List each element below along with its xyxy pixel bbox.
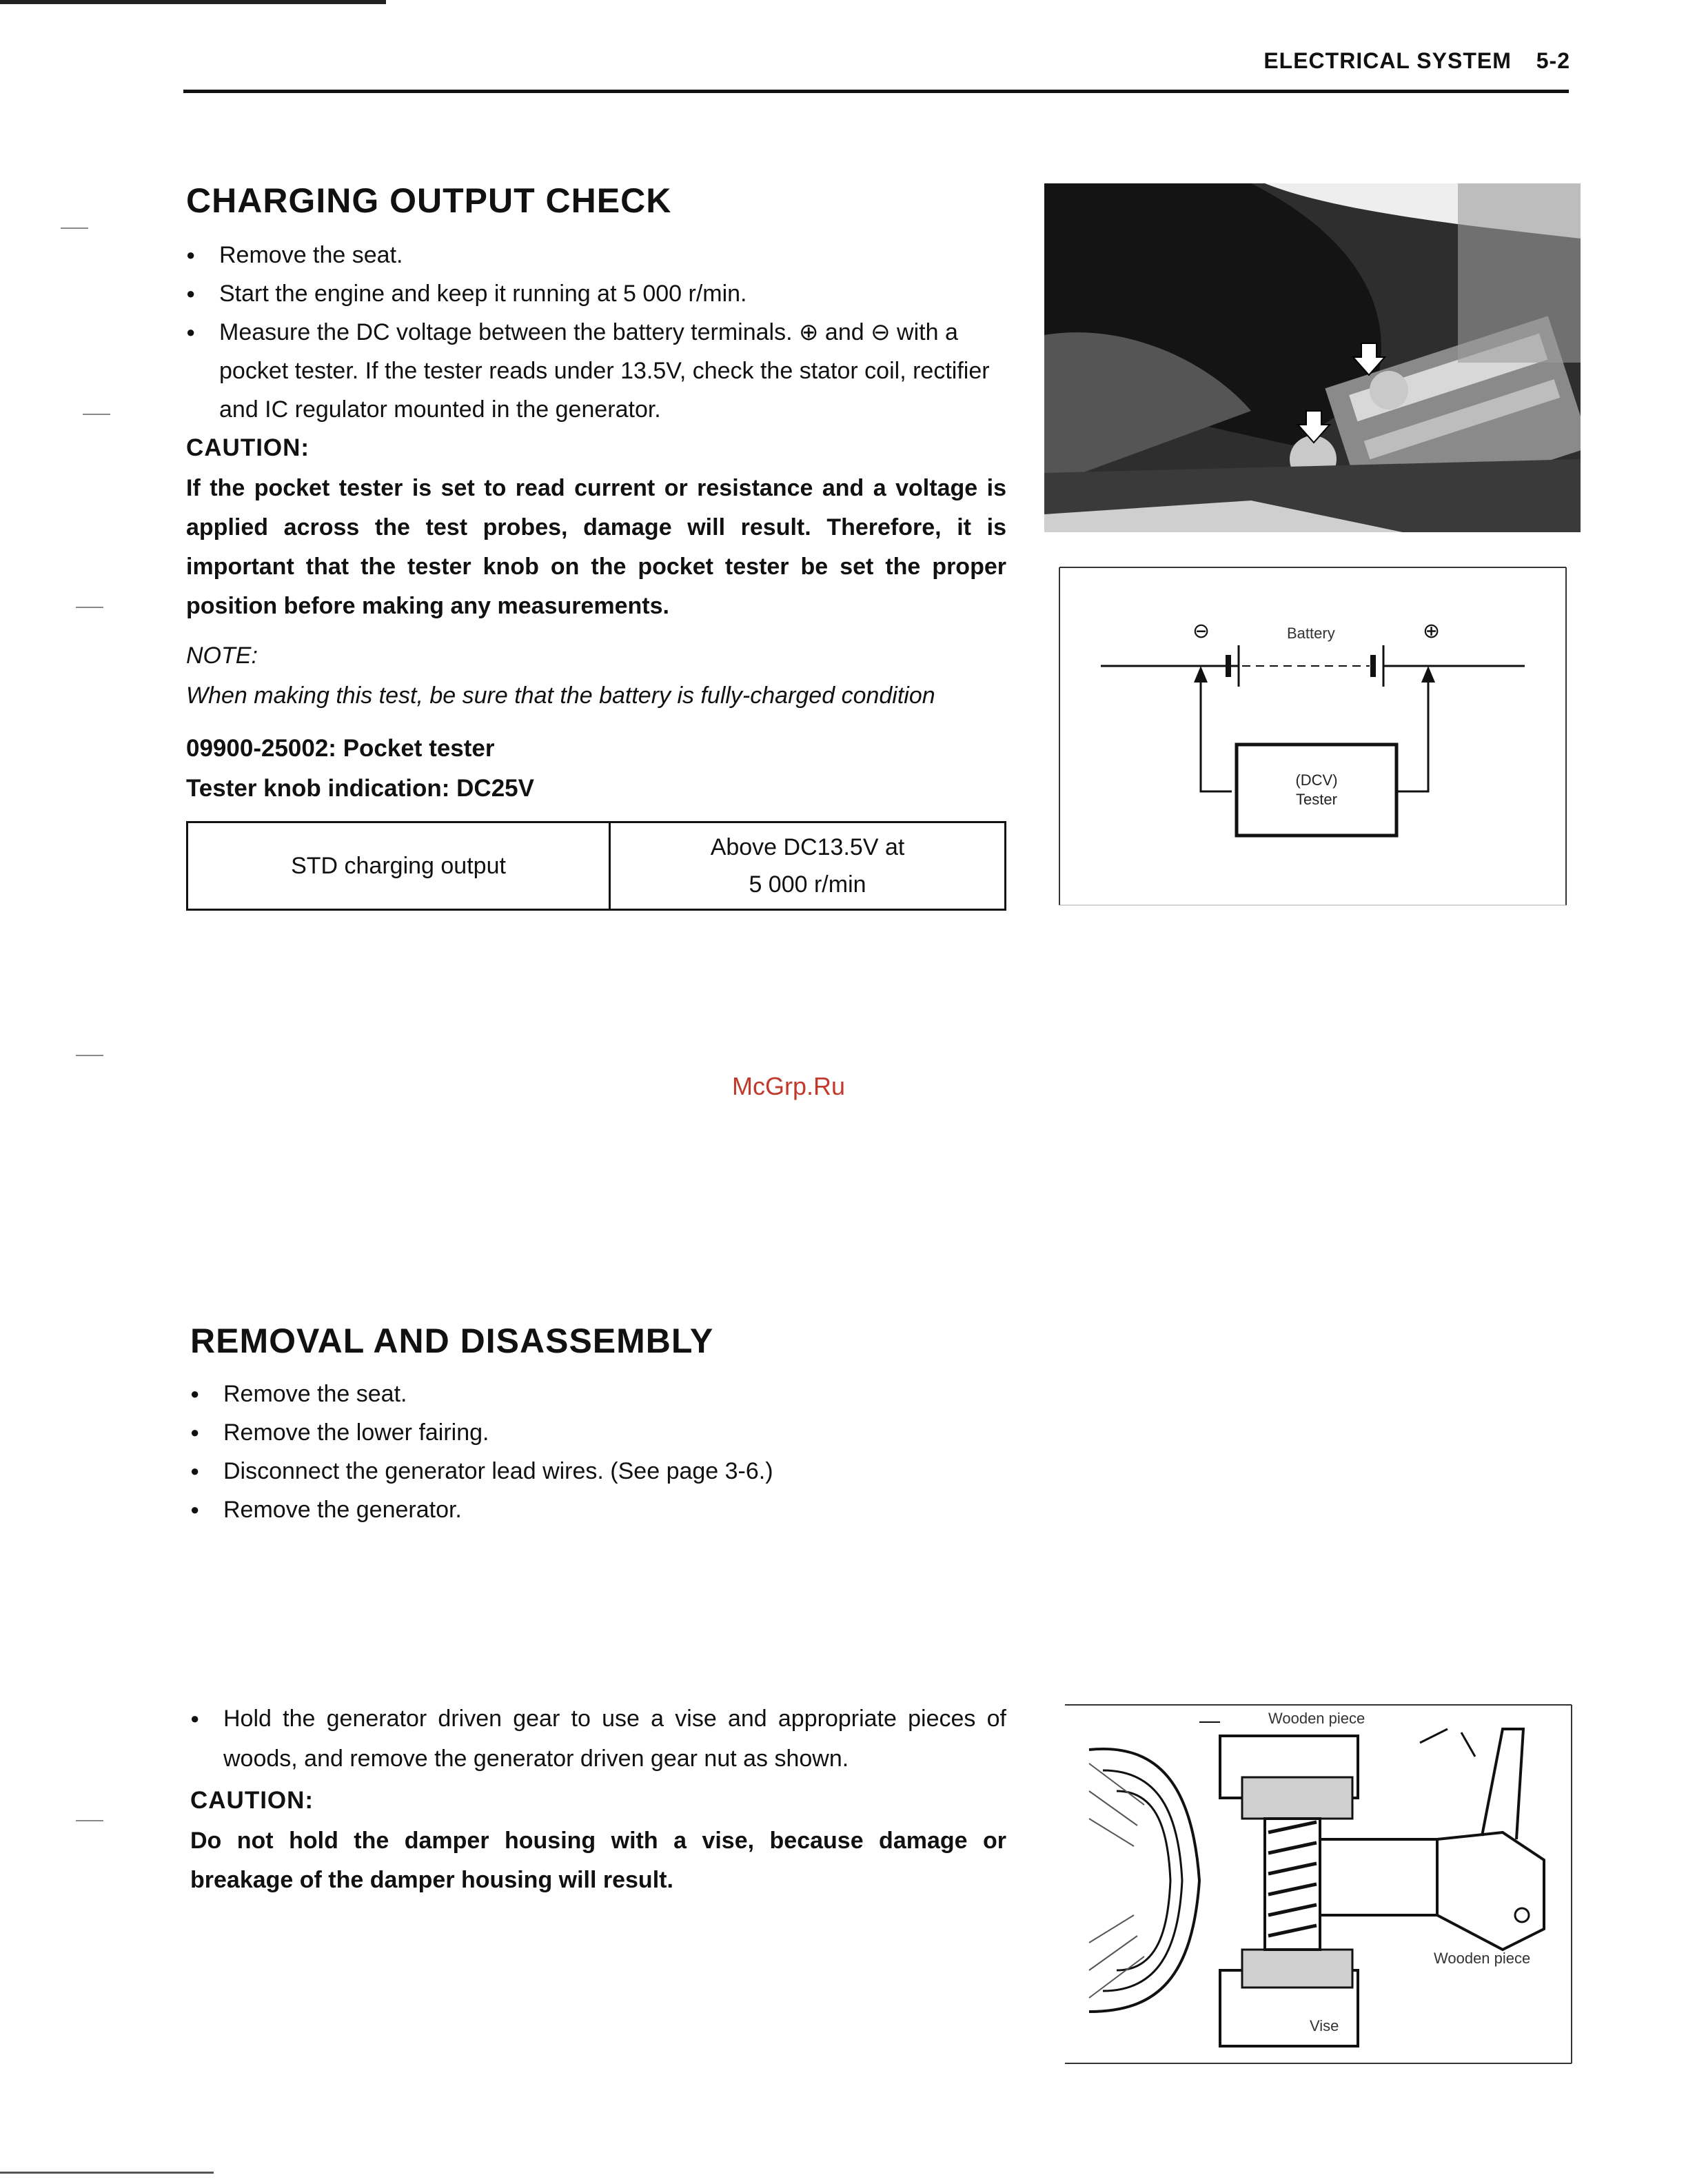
- list-item: ● Remove the seat.: [190, 1375, 1017, 1413]
- list-item: ● Remove the generator.: [190, 1490, 1017, 1529]
- table-row: [187, 822, 1006, 910]
- caution-heading: CAUTION:: [190, 1787, 314, 1814]
- scan-edge-mark: [0, 0, 386, 4]
- wooden-piece-label-right: Wooden piece: [1434, 1950, 1531, 1967]
- tester-label: [1237, 771, 1396, 809]
- section-title: ELECTRICAL SYSTEM: [1263, 48, 1512, 73]
- gear-steps: [190, 1699, 1006, 1779]
- vise-figure-drawing: [1062, 1701, 1575, 2067]
- watermark-text: McGrp.Ru: [732, 1072, 846, 1100]
- tester-diagram: [1056, 564, 1570, 909]
- section-heading: CHARGING OUTPUT CHECK: [186, 181, 672, 220]
- page-number: 5-2: [1536, 48, 1570, 73]
- battery-label: Battery: [1287, 625, 1335, 642]
- spec-label: STD charging output: [187, 822, 610, 910]
- tester-diagram-drawing: [1056, 564, 1570, 909]
- scan-edge-mark: [83, 414, 110, 415]
- note-text: When making this test, be sure that the battery is fully-charged condition: [186, 682, 935, 709]
- gear-section: [190, 1699, 1006, 1900]
- charging-steps: [186, 236, 1006, 429]
- list-item: ● Disconnect the generator lead wires. (See page 3-6.): [190, 1452, 1017, 1490]
- vise-figure: [1062, 1701, 1575, 2067]
- section-heading: REMOVAL AND DISASSEMBLY: [190, 1322, 714, 1360]
- spec-value-line: 5 000 r/min: [749, 871, 866, 898]
- list-item: ● Measure the DC voltage between the battery terminals. ⊕ and ⊖ with a pocket tester. If the tester reads under 13.5V, check the stator coil, rectifier and IC regulator mounted in the generator.: [186, 313, 1006, 429]
- list-item: ● Hold the generator driven gear to use a vise and appropriate pieces of woods, and remove the generator driven gear nut as shown.: [190, 1699, 1006, 1779]
- removal-steps: [190, 1375, 1017, 1529]
- tool-number: 09900-25002: Pocket tester: [186, 735, 495, 762]
- header-rule: [183, 90, 1569, 93]
- tester-knob: Tester knob indication: DC25V: [186, 775, 534, 802]
- scan-edge-mark: [0, 2172, 214, 2174]
- removal-section: [190, 1321, 1017, 1529]
- caution-text: Do not hold the damper housing with a vise, because damage or breakage of the damper housing will result.: [190, 1828, 1006, 1893]
- battery-photo-drawing: [1044, 183, 1581, 532]
- plus-terminal-label: ⊕: [1423, 620, 1441, 643]
- list-item: ● Remove the lower fairing.: [190, 1413, 1017, 1452]
- tester-label-line: Tester: [1296, 791, 1337, 808]
- scan-edge-mark: [76, 607, 103, 608]
- scan-edge-mark: [76, 1820, 103, 1821]
- scan-edge-mark: [61, 228, 88, 229]
- spec-value-line: Above DC13.5V at: [710, 834, 905, 860]
- list-item: ● Remove the seat.: [186, 236, 1006, 274]
- minus-terminal-label: ⊖: [1192, 620, 1210, 643]
- scan-edge-mark: [76, 1055, 103, 1056]
- list-item: ● Start the engine and keep it running at 5 000 r/min.: [186, 274, 1006, 313]
- page-header: [1263, 48, 1570, 74]
- charging-section: [186, 181, 1006, 911]
- note-heading: NOTE:: [186, 643, 258, 669]
- tester-label-line: (DCV): [1295, 771, 1338, 789]
- spec-table: [186, 821, 1006, 911]
- wooden-piece-label-top: Wooden piece: [1268, 1710, 1365, 1727]
- vise-label: Vise: [1310, 2017, 1339, 2034]
- caution-heading: CAUTION:: [186, 434, 310, 461]
- spec-value: [610, 822, 1006, 910]
- caution-text: If the pocket tester is set to read current or resistance and a voltage is applied across the test probes, damage will result. Therefore, it is important that the tester knob on the pocket tester be set the proper position before making any measurements.: [186, 475, 1006, 619]
- battery-photo: [1044, 183, 1581, 532]
